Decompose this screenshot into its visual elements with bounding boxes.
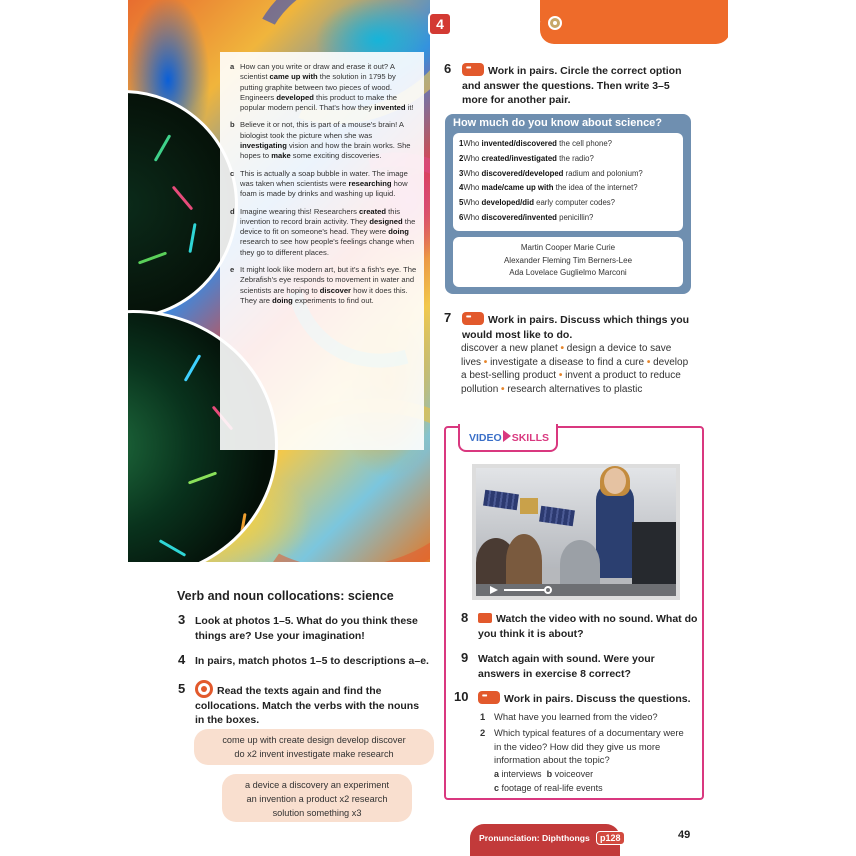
bullet-dot-icon: • xyxy=(498,383,508,395)
bullet-dot-icon: • xyxy=(481,356,491,368)
exercise-8-text: Watch the video with no sound. What do you think it is about? xyxy=(478,613,698,640)
audience-member xyxy=(560,540,600,588)
names-line: Ada Lovelace Guglielmo Marconi xyxy=(509,268,627,277)
exercise-number: 3 xyxy=(178,612,186,627)
page-number: 49 xyxy=(678,829,691,841)
quiz-question: 5Who developed/did early computer codes? xyxy=(459,198,616,208)
exercise-number: 7 xyxy=(444,310,452,325)
nouns-box xyxy=(222,774,412,822)
description-text: Believe it or not, this is part of a mouse's brain! A biologist took the picture when she was investigating vision and how the brain works. She hopes to make some exciting discoveries. xyxy=(240,120,411,161)
photo-description-c xyxy=(230,169,418,200)
names-line: Alexander Fleming Tim Berners-Lee xyxy=(503,255,633,265)
exercise-number: 8 xyxy=(461,610,469,625)
verbs-line: come up with create design develop discover xyxy=(222,735,406,745)
exercise-3 xyxy=(178,612,423,643)
quiz-question: 6Who discovered/invented penicillin? xyxy=(459,212,594,222)
unit-number-badge: 4 xyxy=(428,12,452,36)
pronunciation-label[interactable]: Pronunciation: Diphthongs xyxy=(479,833,590,843)
exercise-9-text: Watch again with sound. Were your answers in exercise 8 correct? xyxy=(478,653,655,680)
photo-description-a xyxy=(230,62,418,113)
exercise-7 xyxy=(444,310,698,342)
exercise-6 xyxy=(444,61,698,108)
presenter-face xyxy=(604,468,626,494)
nouns-line: an invention a product x2 research xyxy=(246,794,388,804)
exercise-4 xyxy=(178,652,435,669)
video-camera-icon xyxy=(478,613,492,623)
unit-tab xyxy=(540,0,728,44)
video-player[interactable] xyxy=(472,464,680,600)
description-text: It might look like modern art, but it's a fish's eye. The Zebrafish's eye responds to movement in water and scientists are hoping to discover how it does this. They are doing experiments to find out. xyxy=(240,265,417,305)
exercise-number: 10 xyxy=(454,689,469,704)
quiz-title: How much do you know about science? xyxy=(453,117,663,129)
presenter xyxy=(596,482,634,578)
video-scene xyxy=(476,468,676,568)
photo-description-b xyxy=(230,120,418,161)
exercise-6-text: Work in pairs. Circle the correct option and answer the questions. Then write 3–5 more for another pair. xyxy=(462,65,682,106)
description-text: Imagine wearing this! Researchers created this invention to record brain activity. They designed the device to fit on someone's head. They were doing research to see how people's feelings change when they go to different places. xyxy=(240,206,416,257)
activity-item: discover a new planet xyxy=(461,343,558,354)
photo-description-e xyxy=(230,265,418,306)
question-text: Which typical features of a documentary were in the video? How did they give us more information about the topic? xyxy=(494,727,684,765)
description-letter: e xyxy=(230,265,235,275)
exercise-8 xyxy=(461,610,698,641)
exercise-5 xyxy=(178,680,431,728)
science-quiz xyxy=(445,114,691,294)
description-letter: d xyxy=(230,206,235,216)
activity-item: investigate a disease to find a cure xyxy=(490,356,645,368)
exercise-number: 5 xyxy=(178,681,186,696)
exercise-5-text: Read the texts again and find the collocations. Match the verbs with the nouns in the boxes. xyxy=(195,685,420,726)
description-letter: b xyxy=(230,120,235,130)
science-photo-collage xyxy=(128,0,430,562)
speaking-icon xyxy=(462,63,484,76)
names-line: Martin Cooper Marie Curie xyxy=(520,243,616,252)
bullet-dot-icon: • xyxy=(557,343,567,354)
option-a: interviews xyxy=(501,769,542,779)
progress-knob[interactable] xyxy=(544,586,552,594)
exercise-number: 6 xyxy=(444,61,452,76)
bullet-dot-icon: • xyxy=(556,370,566,381)
question-text: What have you learned from the video? xyxy=(494,711,658,722)
progress-track[interactable] xyxy=(504,589,546,591)
speaking-icon xyxy=(462,312,484,325)
question-1 xyxy=(480,710,694,724)
nouns-line: a device a discovery an experiment xyxy=(244,780,389,790)
satellite-body xyxy=(520,498,538,514)
speaking-icon xyxy=(478,691,500,704)
video-skills-label xyxy=(469,430,549,444)
vocabulary-icon xyxy=(548,16,562,30)
exercise-number: 4 xyxy=(178,652,186,667)
description-text: How can you write or draw and erase it out? A scientist came up with the solution in 1795 by putting graphite between two pieces of wood. Engineers developed this product to make the popular modern pencil. That's how they invented it! xyxy=(240,62,414,113)
exercise-10-text: Work in pairs. Discuss the questions. xyxy=(504,693,691,705)
description-letter: c xyxy=(230,168,235,178)
verbs-box xyxy=(194,729,434,765)
audience-member xyxy=(506,534,542,588)
activity-item: invent a product to reduce pollution xyxy=(461,370,681,395)
question-2 xyxy=(480,726,684,767)
video-label-word: VIDEO xyxy=(469,432,502,444)
exercise-3-text: Look at photos 1–5. What do you think these things are? Use your imagination! xyxy=(195,615,418,642)
exercise-9 xyxy=(461,650,698,681)
exercise-number: 9 xyxy=(461,650,469,665)
section-heading: Verb and noun collocations: science xyxy=(177,589,394,603)
exercise-4-text: In pairs, match photos 1–5 to descriptions a–e. xyxy=(195,655,429,667)
activity-item: research alternatives to plastic xyxy=(507,383,643,395)
quiz-question: 2Who created/investigated the radio? xyxy=(459,153,594,163)
description-text: This is actually a soap bubble in water. The image was taken when scientists were researching how foam is made by drinks and washing up liquid. xyxy=(240,168,408,199)
quiz-question: 4Who made/came up with the idea of the internet? xyxy=(459,183,638,193)
satellite-panel xyxy=(483,490,519,511)
description-letter: a xyxy=(230,62,235,71)
option-b: voiceover xyxy=(554,769,594,779)
target-icon xyxy=(195,680,213,698)
nouns-line: solution something x3 xyxy=(272,808,362,818)
photo-description-d xyxy=(230,207,418,258)
activity-item: develop a best-selling product xyxy=(461,356,689,381)
option-c: footage of real-life events xyxy=(501,782,603,793)
verbs-line: do x2 invent investigate make research xyxy=(234,749,394,759)
activity-item: design a device to save lives xyxy=(461,343,672,368)
quiz-question: 3Who discovered/developed radium and polonium? xyxy=(459,168,643,178)
question-number: 2 xyxy=(480,727,486,738)
skills-label-word: SKILLS xyxy=(511,432,550,444)
photo-descriptions-panel xyxy=(220,52,424,450)
answer-options: a interviews b voiceover c footage of real-life events xyxy=(494,769,603,793)
scientist-names xyxy=(453,237,683,287)
quiz-question: 1Who invented/discovered the cell phone? xyxy=(459,139,613,148)
pronunciation-page-ref[interactable]: p128 xyxy=(596,831,625,845)
arrow-icon xyxy=(503,430,511,442)
exercise-10 xyxy=(454,689,698,707)
exercise-7-text: Work in pairs. Discuss which things you would most like to do. xyxy=(462,314,690,341)
video-controls xyxy=(476,584,676,596)
unit-title: Vocabulary xyxy=(466,16,541,32)
bullet-dot-icon: • xyxy=(644,356,654,368)
quiz-questions xyxy=(453,133,683,231)
satellite-panel xyxy=(539,506,575,527)
play-icon[interactable] xyxy=(490,586,498,594)
question-number: 1 xyxy=(480,711,486,722)
activity-list xyxy=(461,342,693,396)
